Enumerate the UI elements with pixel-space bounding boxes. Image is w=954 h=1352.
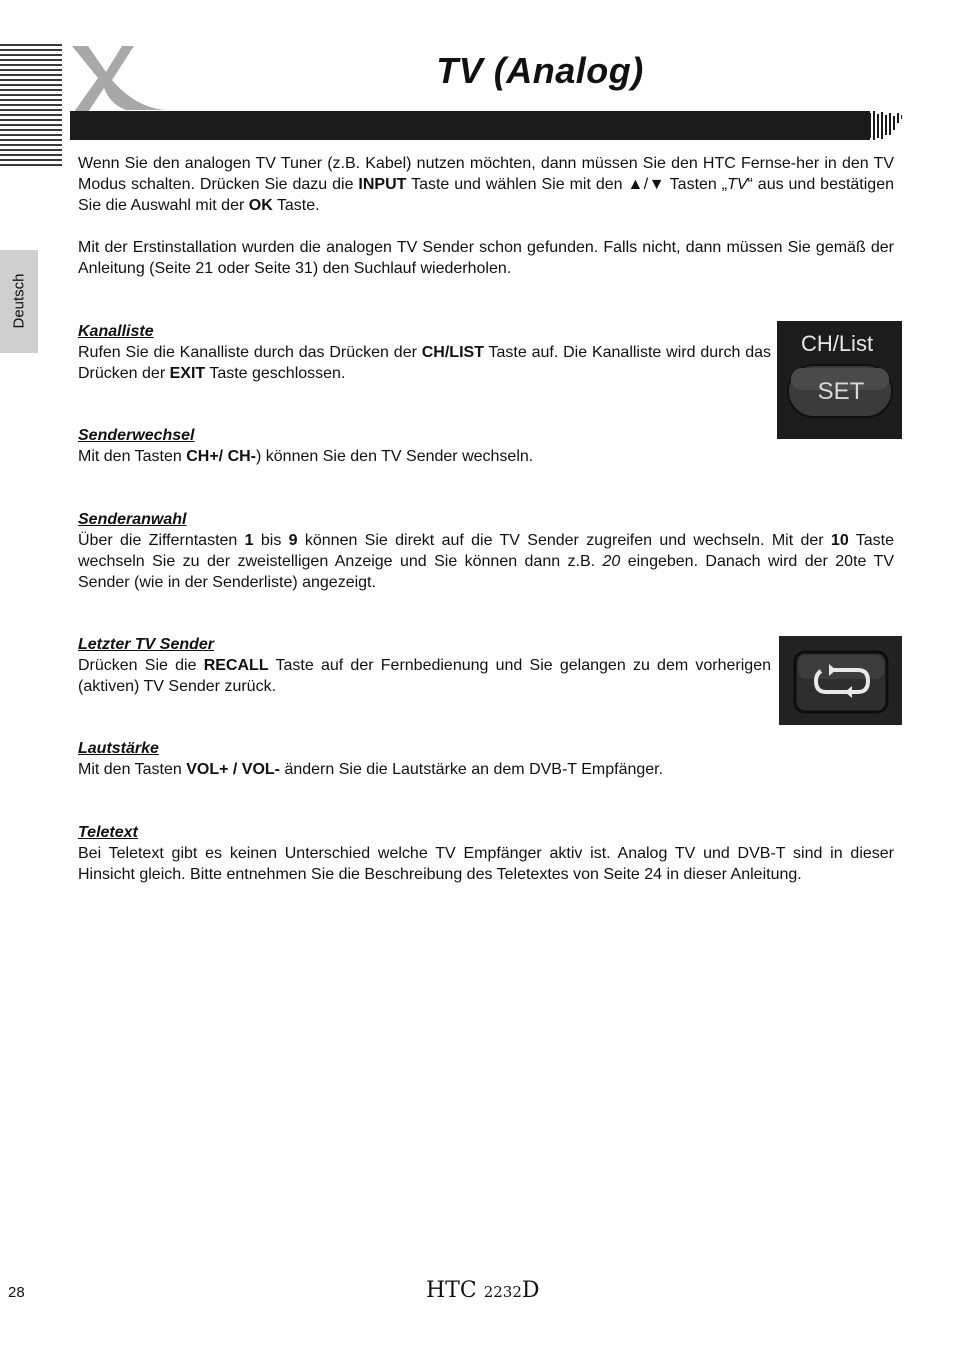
section-heading-teletext: Teletext — [78, 824, 138, 841]
text-run: bis — [253, 532, 289, 549]
recall-key-label: RECALL — [203, 657, 269, 674]
section-heading-lautstaerke: Lautstärke — [78, 740, 159, 757]
example-number: 20 — [602, 553, 621, 570]
chlist-set-remote-image — [777, 321, 902, 439]
intro-paragraph-2: Mit der Erstinstallation wurden die analogen TV Sender schon gefunden. Falls nicht, dann müssen Sie gemäß der Anleitung (Seite 21 oder Seite 31) den Suchlauf wiederholen. — [78, 239, 894, 277]
section-text-lautstaerke — [78, 759, 894, 780]
input-key-label: INPUT — [358, 176, 407, 193]
header-bar — [70, 111, 870, 140]
x-brand-logo-icon — [66, 44, 176, 114]
text-run: Wenn Sie den analogen TV Tuner (z.B. Kabel) nutzen möchten, dann müssen Sie den HTC Fernse-her in den TV Modus schalten. Drücken Sie dazu die — [78, 155, 894, 193]
section-text-kanalliste — [78, 342, 771, 384]
section-text-teletext: Bei Teletext gibt es keinen Unterschied welche TV Empfänger aktiv ist. Analog TV und DVB-T sind in dieser Hinsicht gleich. Bitte entnehmen Sie die Beschreibung des Teletextes von Seite 24 in dieser Anleitung. — [78, 845, 894, 883]
text-run: ) können Sie den TV Sender wechseln. — [256, 448, 534, 465]
section-heading-letzter-sender: Letzter TV Sender — [78, 636, 215, 653]
text-run: können Sie direkt auf die TV Sender zugreifen und wechseln. Mit der — [297, 532, 831, 549]
text-run: ändern Sie die Lautstärke an dem DVB-T Empfänger. — [280, 761, 664, 778]
ch-key-label: CH+/ CH- — [186, 448, 256, 465]
chlist-key-label: CH/LIST — [421, 344, 484, 361]
model-brand: HTC — [426, 1278, 484, 1303]
page-title: TV (Analog) — [436, 50, 644, 91]
section-text-senderanwahl — [78, 530, 894, 593]
section-heading-senderanwahl: Senderanwahl — [78, 511, 187, 528]
tv-option-label: TV — [727, 176, 748, 193]
text-run: Mit den Tasten — [78, 761, 187, 778]
text-run: Taste und wählen Sie mit den ▲/▼ Tasten „ — [406, 176, 728, 193]
text-run: Taste geschlossen. — [205, 365, 346, 382]
text-run: “ aus und bestätigen Sie die Auswahl mit der — [78, 176, 895, 214]
header-bar-dither-end — [864, 111, 904, 140]
language-label: Deutsch — [10, 273, 28, 329]
recall-loop-icon — [779, 636, 902, 725]
text-run: Taste auf. Die Kanalliste wird durch das Drücken der — [78, 344, 771, 382]
section-text-senderwechsel — [78, 446, 894, 467]
text-run: Taste. — [272, 197, 320, 214]
text-run: Über die Zifferntasten — [78, 532, 245, 549]
model-number: 2232 — [483, 1283, 522, 1301]
section-heading-senderwechsel: Senderwechsel — [78, 427, 195, 444]
chlist-image-label: CH/List — [800, 331, 874, 356]
vol-key-label: VOL+ / VOL- — [186, 761, 281, 778]
digit-key-label: 1 — [244, 532, 254, 549]
model-suffix: D — [521, 1278, 540, 1303]
text-run: Mit den Tasten — [78, 448, 187, 465]
text-run: eingeben. Danach wird der 20te TV Sender (wie in der Senderliste) angezeigt. — [78, 553, 894, 591]
text-run: Taste wechseln Sie zu der zweistelligen Anzeige und Sie können dann z.B. — [78, 532, 894, 570]
section-heading-kanalliste: Kanalliste — [78, 323, 154, 340]
text-run: Taste auf der Fernbedienung und Sie gelangen zu dem vorherigen (aktiven) TV Sender zurück. — [78, 657, 772, 695]
intro-paragraph-1 — [78, 153, 894, 216]
set-button-label: SET — [817, 378, 865, 405]
exit-key-label: EXIT — [169, 365, 206, 382]
header-stripes-decoration — [0, 44, 62, 170]
section-text-letzter-sender — [78, 655, 771, 697]
digit-key-label: 10 — [830, 532, 849, 549]
digit-key-label: 9 — [288, 532, 298, 549]
language-side-tab — [0, 250, 38, 353]
ok-key-label: OK — [248, 197, 273, 214]
model-name — [426, 1278, 540, 1303]
text-run: Rufen Sie die Kanalliste durch das Drücken der — [78, 344, 422, 361]
page-number: 28 — [8, 1284, 25, 1301]
text-run: Drücken Sie die — [78, 657, 204, 674]
